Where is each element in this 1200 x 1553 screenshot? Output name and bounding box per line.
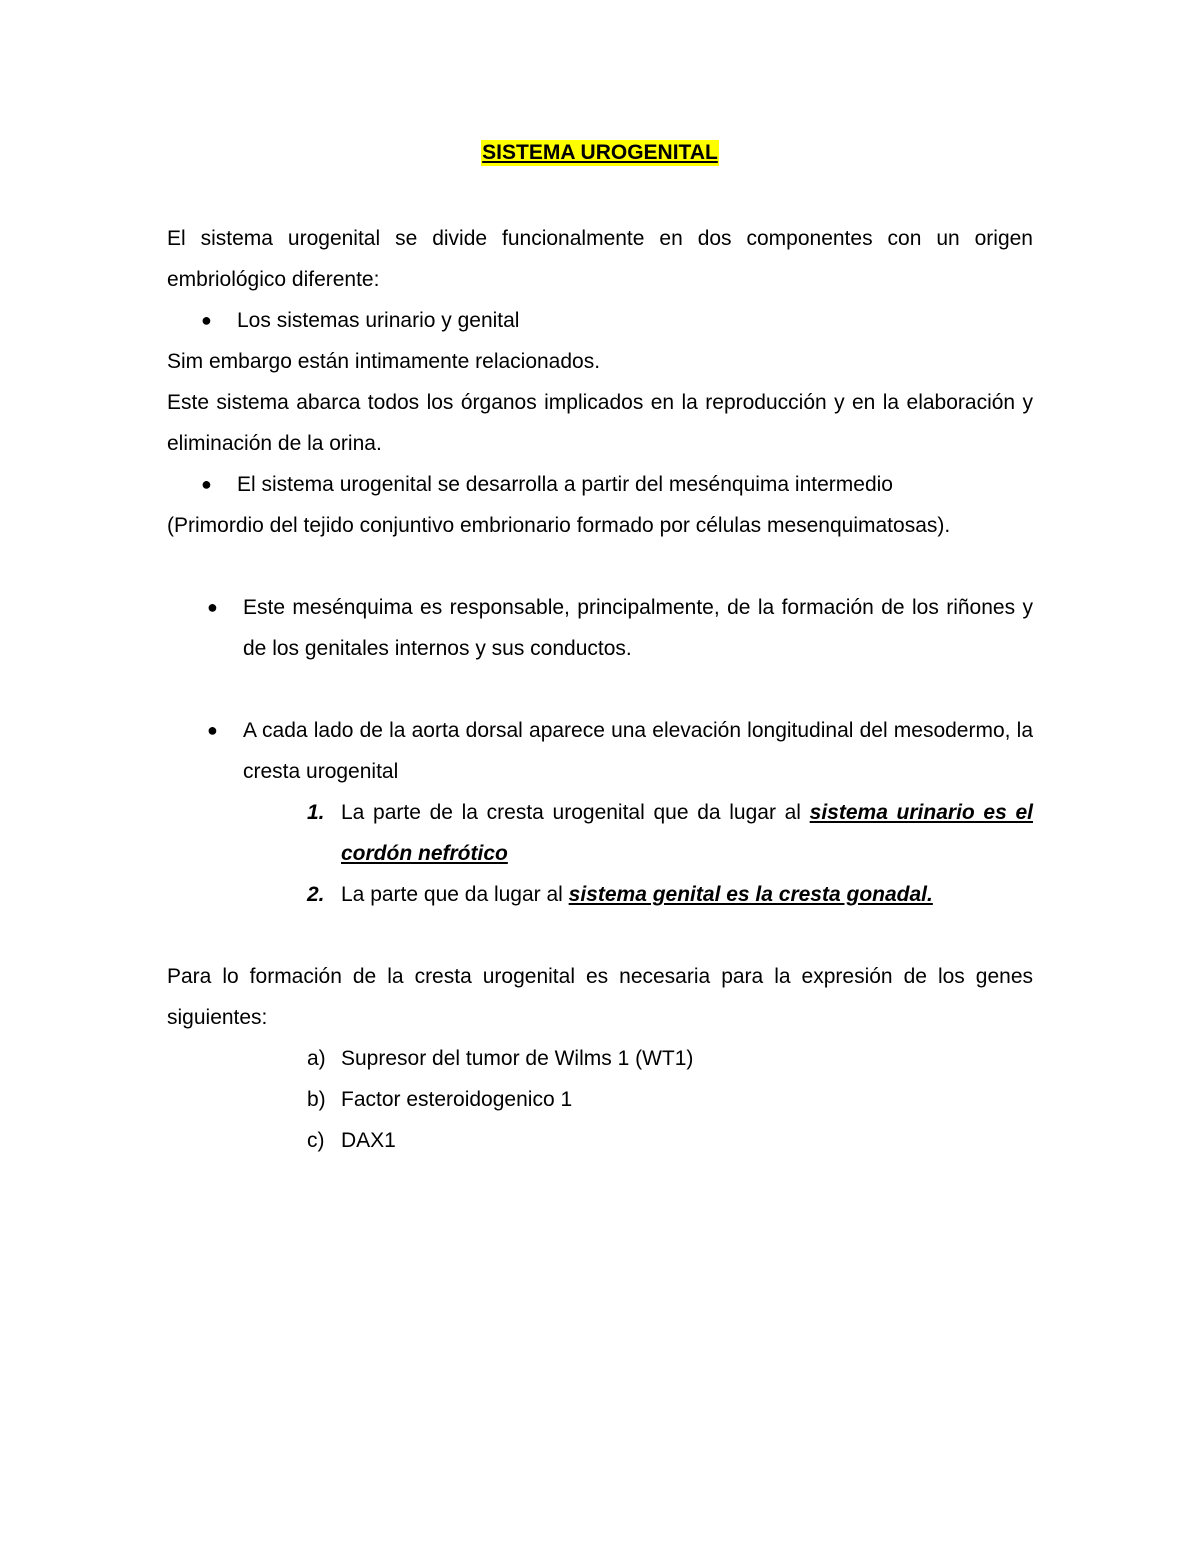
gene-letter: c) [307, 1129, 325, 1152]
bullet-item [167, 464, 1033, 505]
gene-text: DAX1 [341, 1129, 396, 1152]
bullet-text: Este mesénquima es responsable, principalmente, de la formación de los riñones y de los genitales internos y sus conductos. [243, 596, 1033, 660]
numbered-item [167, 792, 1033, 874]
bullet-text: Los sistemas urinario y genital [237, 309, 520, 332]
gene-text: Factor esteroidogenico 1 [341, 1088, 573, 1111]
item-text: La parte que da lugar al [341, 883, 569, 906]
bullet-icon: ● [207, 720, 218, 740]
bullet-icon: ● [207, 597, 218, 617]
bullet-item [167, 587, 1033, 669]
bullet-item [167, 300, 1033, 341]
spacer [167, 915, 1033, 956]
item-emphasis: sistema urinario es el cordón nefrótico [341, 801, 1033, 865]
bullet-item [167, 710, 1033, 792]
paragraph: Sim embargo están intimamente relacionados. [167, 350, 601, 373]
bullet-text: A cada lado de la aorta dorsal aparece una elevación longitudinal del mesodermo, la cresta urogenital [243, 719, 1033, 783]
gene-item [167, 1038, 1033, 1079]
item-number: 2. [307, 883, 325, 906]
bullet-text: El sistema urogenital se desarrolla a partir del mesénquima intermedio [237, 473, 893, 496]
document-title: SISTEMA UROGENITAL [482, 141, 718, 164]
title-wrap [0, 140, 1200, 166]
spacer [167, 669, 1033, 710]
item-emphasis: sistema genital es la cresta gonadal. [568, 883, 933, 906]
item-text: La parte de la cresta urogenital que da lugar al [341, 801, 810, 824]
bullet-icon: ● [201, 310, 212, 330]
numbered-item [167, 874, 1033, 915]
gene-text: Supresor del tumor de Wilms 1 (WT1) [341, 1047, 694, 1070]
intro-paragraph: El sistema urogenital se divide funcionalmente en dos componentes con un origen embriológico diferente: [167, 227, 1033, 291]
document-body [167, 218, 1033, 1161]
paragraph: Este sistema abarca todos los órganos implicados en la reproducción y en la elaboración y eliminación de la orina. [167, 391, 1033, 455]
gene-letter: b) [307, 1088, 326, 1111]
paragraph: (Primordio del tejido conjuntivo embrionario formado por células mesenquimatosas). [167, 514, 951, 537]
gene-letter: a) [307, 1047, 326, 1070]
spacer [167, 546, 1033, 587]
paragraph: Para lo formación de la cresta urogenital es necesaria para la expresión de los genes siguientes: [167, 965, 1033, 1029]
gene-item [167, 1079, 1033, 1120]
gene-item [167, 1120, 1033, 1161]
item-number: 1. [307, 801, 325, 824]
bullet-icon: ● [201, 474, 212, 494]
